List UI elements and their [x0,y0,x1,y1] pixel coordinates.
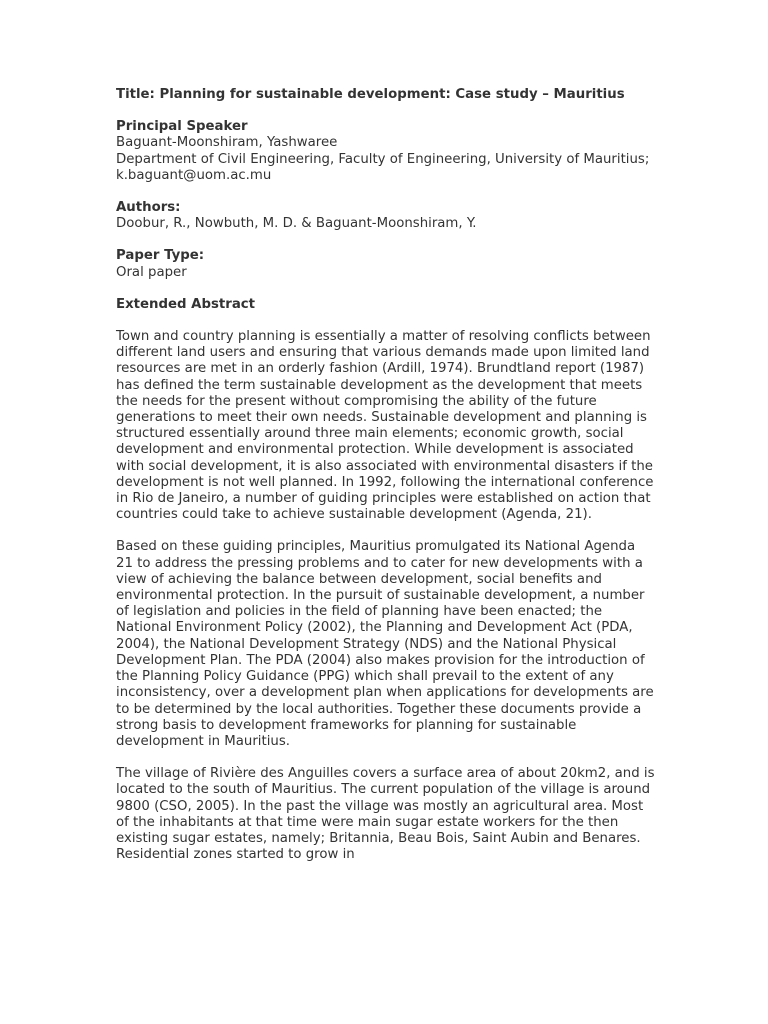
principal-speaker-label: Principal Speaker [116,119,248,135]
authors-label: Authors: [116,200,181,216]
abstract-paragraph: Based on these guiding principles, Mauritius promulgated its National Agenda 21 to address the pressing problems and to cater for new developments with a view of achieving the balance between development, social benefits and environmental protection. In the pursuit of sustainable development, a number of legislation and policies in the field of planning have been enacted; the National Environment Policy (2002), the Planning and Development Act (PDA, 2004), the National Development Strategy (NDS) and the National Physical Development Plan. The PDA (2004) also makes provision for the introduction of the Planning Policy Guidance (PPG) which shall prevail to the extent of any inconsistency, over a development plan when applications for developments are to be determined by the local authorities. Together these documents provide a strong basis to development frameworks for planning for sustainable development in Mauritius. [116,539,654,749]
document-title: Title: Planning for sustainable development: Case study – Mauritius [116,87,625,102]
principal-speaker-name: Baguant-Moonshiram, Yashwaree [116,135,338,151]
paper-type-label: Paper Type: [116,248,205,264]
paper-type-value: Oral paper [116,264,187,280]
authors-section [116,200,656,232]
principal-speaker-affiliation: Department of Civil Engineering, Faculty of Engineering, University of Mauritius; k.baguant@uom.ac.mu [116,151,650,183]
abstract-paragraph: The village of Rivière des Anguilles covers a surface area of about 20km2, and is located to the south of Mauritius. The current population of the village is around 9800 (CSO, 2005). In the past the village was mostly an agricultural area. Most of the inhabitants at that time were main sugar estate workers for the then existing sugar estates, namely; Britannia, Beau Bois, Saint Aubin and Benares. Residential zones started to grow in [116,766,655,863]
paper-type-section [116,248,656,280]
authors-value: Doobur, R., Nowbuth, M. D. & Baguant-Moonshiram, Y. [116,216,477,232]
abstract-paragraph: Town and country planning is essentially a matter of resolving conflicts between different land users and ensuring that various demands made upon limited land resources are met in an orderly fashion (Ardill, 1974). Brundtland report (1987) has defined the term sustainable development as the development that meets the needs for the present without compromising the ability of the future generations to meet their own needs. Sustainable development and planning is structured essentially around three main elements; economic growth, social development and environmental protection. While development is associated with social development, it is also associated with environmental disasters if the development is not well planned. In 1992, following the international conference in Rio de Janeiro, a number of guiding principles were established on action that countries could take to achieve sustainable development (Agenda, 21). [116,329,654,523]
abstract-heading: Extended Abstract [116,296,256,312]
document-page [116,87,656,879]
principal-speaker-section [116,119,656,184]
